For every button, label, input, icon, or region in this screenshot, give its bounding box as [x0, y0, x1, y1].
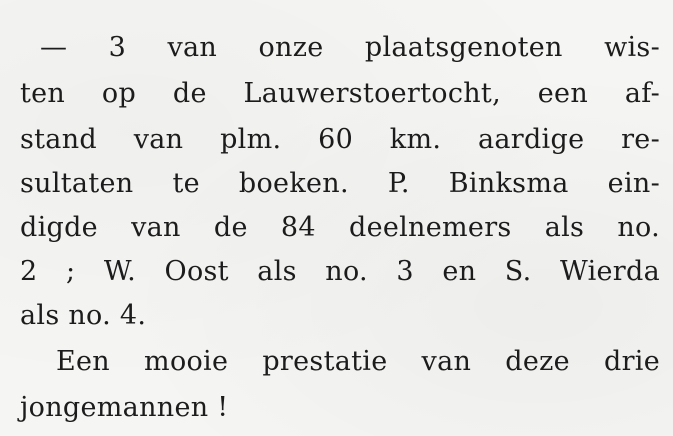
paragraph-1-line-5: digde van de 84 deelnemers als no. [20, 212, 660, 243]
paragraph-1-line-1: — 3 van onze plaatsgenoten wis- [40, 32, 660, 63]
paragraph-1-line-4: sultaten te boeken. P. Binksma ein- [20, 168, 660, 199]
paragraph-1-line-6: 2 ; W. Oost als no. 3 en S. Wierda [20, 256, 660, 287]
paragraph-1-line-3: stand van plm. 60 km. aardige re- [20, 124, 660, 155]
paragraph-1-line-2: ten op de Lauwerstoertocht, een af- [20, 78, 660, 109]
paragraph-1-line-7: als no. 4. [20, 300, 147, 331]
paragraph-2-line-2: jongemannen ! [20, 392, 229, 423]
paragraph-2-line-1: Een mooie prestatie van deze drie [56, 346, 660, 377]
